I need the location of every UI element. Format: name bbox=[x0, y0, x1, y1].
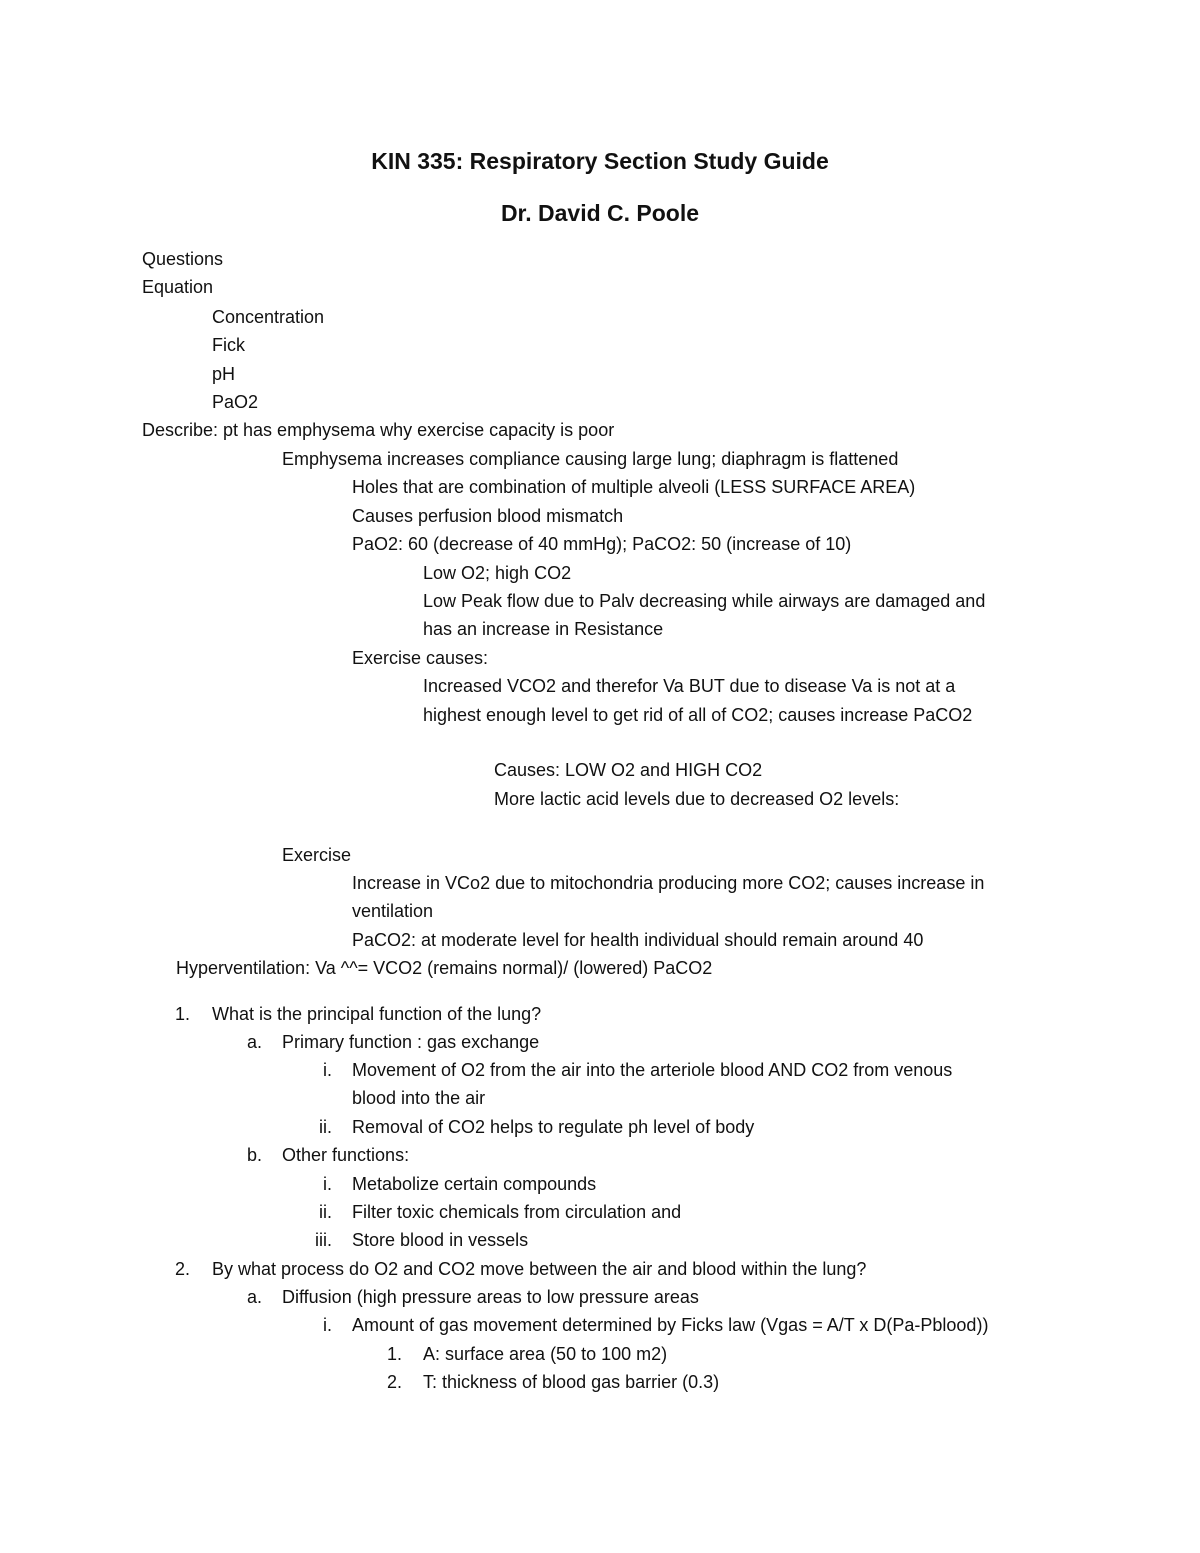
list-item-text: Store blood in vessels bbox=[352, 1230, 529, 1250]
note-line: PaCO2: at moderate level for health individual should remain around 40 bbox=[352, 930, 924, 950]
list-marker: 2. bbox=[386, 1372, 402, 1392]
note-line: Exercise causes: bbox=[352, 648, 489, 668]
note-line: Increased VCO2 and therefor Va BUT due to disease Va is not at a bbox=[423, 676, 956, 696]
note-line: ventilation bbox=[352, 901, 434, 921]
list-item-text: Removal of CO2 helps to regulate ph level of body bbox=[352, 1117, 755, 1137]
list-marker: ii. bbox=[319, 1117, 332, 1137]
note-line: Concentration bbox=[212, 307, 325, 327]
note-line: Questions bbox=[142, 249, 224, 269]
note-line: pH bbox=[212, 364, 236, 384]
list-item-text: Diffusion (high pressure areas to low pressure areas bbox=[282, 1287, 699, 1307]
list-marker: 1. bbox=[386, 1344, 402, 1364]
list-marker: b. bbox=[246, 1145, 262, 1165]
list-marker: i. bbox=[323, 1174, 332, 1194]
note-line: PaO2 bbox=[212, 392, 259, 412]
note-line: Causes: LOW O2 and HIGH CO2 bbox=[494, 760, 763, 780]
list-marker: a. bbox=[246, 1287, 262, 1307]
document-title: KIN 335: Respiratory Section Study Guide bbox=[371, 148, 829, 174]
note-line: Equation bbox=[142, 277, 214, 297]
list-item-text: Primary function : gas exchange bbox=[282, 1032, 540, 1052]
list-marker: 1. bbox=[174, 1004, 190, 1024]
list-marker: 2. bbox=[174, 1259, 190, 1279]
note-line: Describe: pt has emphysema why exercise capacity is poor bbox=[142, 420, 615, 440]
list-item-text: T: thickness of blood gas barrier (0.3) bbox=[423, 1372, 720, 1392]
note-line: More lactic acid levels due to decreased O2 levels: bbox=[494, 789, 900, 809]
list-marker: i. bbox=[323, 1060, 332, 1080]
list-marker: a. bbox=[246, 1032, 262, 1052]
list-item-text: By what process do O2 and CO2 move between the air and blood within the lung? bbox=[212, 1259, 867, 1279]
list-item-text: Movement of O2 from the air into the arteriole blood AND CO2 from venous bbox=[352, 1060, 953, 1080]
note-line: Hyperventilation: Va ^^= VCO2 (remains normal)/ (lowered) PaCO2 bbox=[176, 958, 713, 978]
list-item-text: Other functions: bbox=[282, 1145, 410, 1165]
list-marker: i. bbox=[323, 1315, 332, 1335]
note-line: Low O2; high CO2 bbox=[423, 563, 572, 583]
list-item-text: Metabolize certain compounds bbox=[352, 1174, 597, 1194]
list-item-text: What is the principal function of the lung? bbox=[212, 1004, 542, 1024]
note-line: PaO2: 60 (decrease of 40 mmHg); PaCO2: 50 (increase of 10) bbox=[352, 534, 852, 554]
note-line: Increase in VCo2 due to mitochondria producing more CO2; causes increase in bbox=[352, 873, 985, 893]
note-line: Causes perfusion blood mismatch bbox=[352, 506, 624, 526]
note-line: Fick bbox=[212, 335, 245, 355]
document-author: Dr. David C. Poole bbox=[500, 200, 700, 226]
list-item-text: blood into the air bbox=[352, 1088, 486, 1108]
note-line: highest enough level to get rid of all of CO2; causes increase PaCO2 bbox=[423, 705, 973, 725]
list-marker: ii. bbox=[319, 1202, 332, 1222]
list-item-text: A: surface area (50 to 100 m2) bbox=[423, 1344, 668, 1364]
note-line: has an increase in Resistance bbox=[423, 619, 664, 639]
list-item-text: Amount of gas movement determined by Ficks law (Vgas = A/T x D(Pa-Pblood)) bbox=[352, 1315, 989, 1335]
list-item-text: Filter toxic chemicals from circulation and bbox=[352, 1202, 682, 1222]
note-line: Emphysema increases compliance causing large lung; diaphragm is flattened bbox=[282, 449, 899, 469]
list-marker: iii. bbox=[315, 1230, 332, 1250]
note-line: Holes that are combination of multiple alveoli (LESS SURFACE AREA) bbox=[352, 477, 916, 497]
note-line: Low Peak flow due to Palv decreasing while airways are damaged and bbox=[423, 591, 986, 611]
note-line: Exercise bbox=[282, 845, 352, 865]
